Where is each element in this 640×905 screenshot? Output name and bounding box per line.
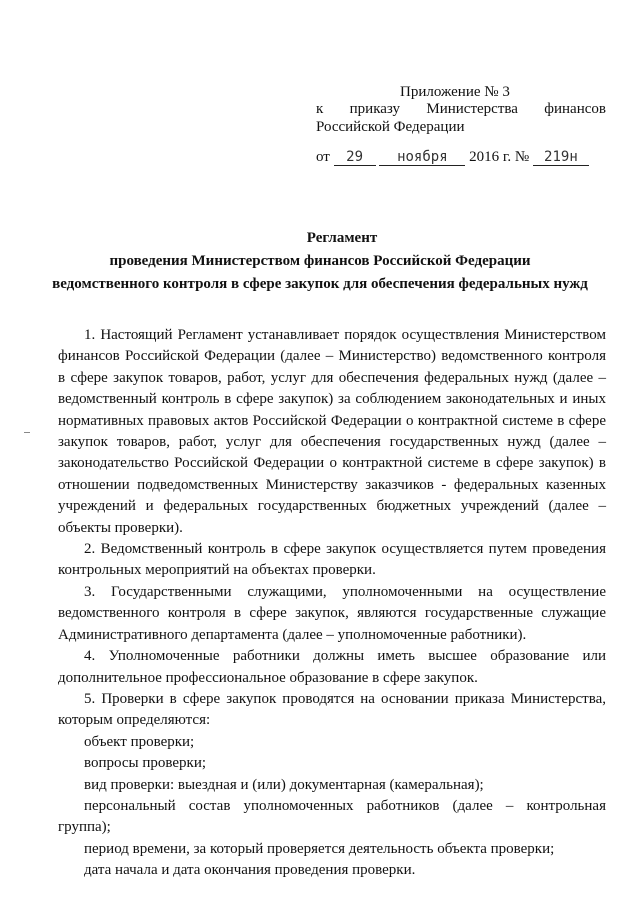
appendix-word-ministry: Министерства: [426, 101, 518, 117]
order-date-line: [316, 148, 606, 166]
document-title: Регламент: [306, 230, 378, 246]
paragraph-5: 5. Проверки в сфере закупок проводятся на основании приказа Министерства, которым определяются:: [58, 690, 606, 729]
date-day-handwritten: 29: [334, 149, 376, 166]
date-prefix: от: [316, 149, 330, 165]
paragraph-2: 2. Ведомственный контроль в сфере закупок осуществляется путем проведения контрольных мероприятий на объектах проверки.: [58, 541, 606, 579]
list-item: вид проверки: выездная и (или) документарная (камеральная);: [84, 776, 484, 793]
appendix-title: Приложение № 3: [400, 84, 510, 100]
list-item: объект проверки;: [84, 733, 195, 750]
list-item: вопросы проверки;: [84, 755, 207, 772]
paragraph-4: 4. Уполномоченные работники должны иметь высшее образование или дополнительное профессиональное образование в сфере закупок.: [58, 648, 606, 686]
paragraph-3: 3. Государственными служащими, уполномоченными на осуществление ведомственного контроля в сфере закупок, являются государственные служащие Административного департамента (далее – уполномоченные работники).: [58, 583, 606, 643]
list-item: период времени, за который проверяется деятельность объекта проверки;: [84, 840, 555, 857]
appendix-order-line: [316, 100, 606, 118]
document-subtitle-2: ведомственного контроля в сфере закупок для обеспечения федеральных нужд: [52, 276, 588, 292]
appendix-word-finance: финансов: [544, 101, 606, 117]
appendix-federation-line: Российской Федерации: [316, 119, 465, 135]
list-item: дата начала и дата окончания проведения проверки.: [84, 862, 416, 879]
document-subtitle-1: проведения Министерством финансов Российской Федерации: [109, 253, 531, 269]
margin-mark: [24, 432, 30, 433]
paragraph-1: 1. Настоящий Регламент устанавливает порядок осуществления Министерством финансов Российской Федерации (далее – Министерство) ведомственного контроля в сфере закупок товаров, работ, услуг для обеспечения федеральных нужд (далее – ведомственный контроль в сфере закупок) за соблюдением законодательных и иных нормативных правовых актов Российской Федерации о контрактной системе в сфере закупок товаров, работ, услуг для обеспечения государственных нужд (далее – законодательство Российской Федерации о контрактной системе в сфере закупок) в отношении подведомственных Министерству заказчиков - федеральных казенных учреждений и федеральных государственных бюджетных учреждений (далее – объекты проверки).: [58, 327, 606, 536]
order-number-handwritten: 219н: [533, 149, 589, 166]
document-body: [58, 325, 606, 882]
date-year: 2016 г. №: [469, 149, 530, 165]
list-item: персональный состав уполномоченных работников (далее – контрольная группа);: [58, 797, 606, 836]
appendix-word-k: к: [316, 101, 324, 117]
date-month-handwritten: ноября: [379, 149, 465, 166]
appendix-word-order: приказу: [349, 101, 401, 117]
